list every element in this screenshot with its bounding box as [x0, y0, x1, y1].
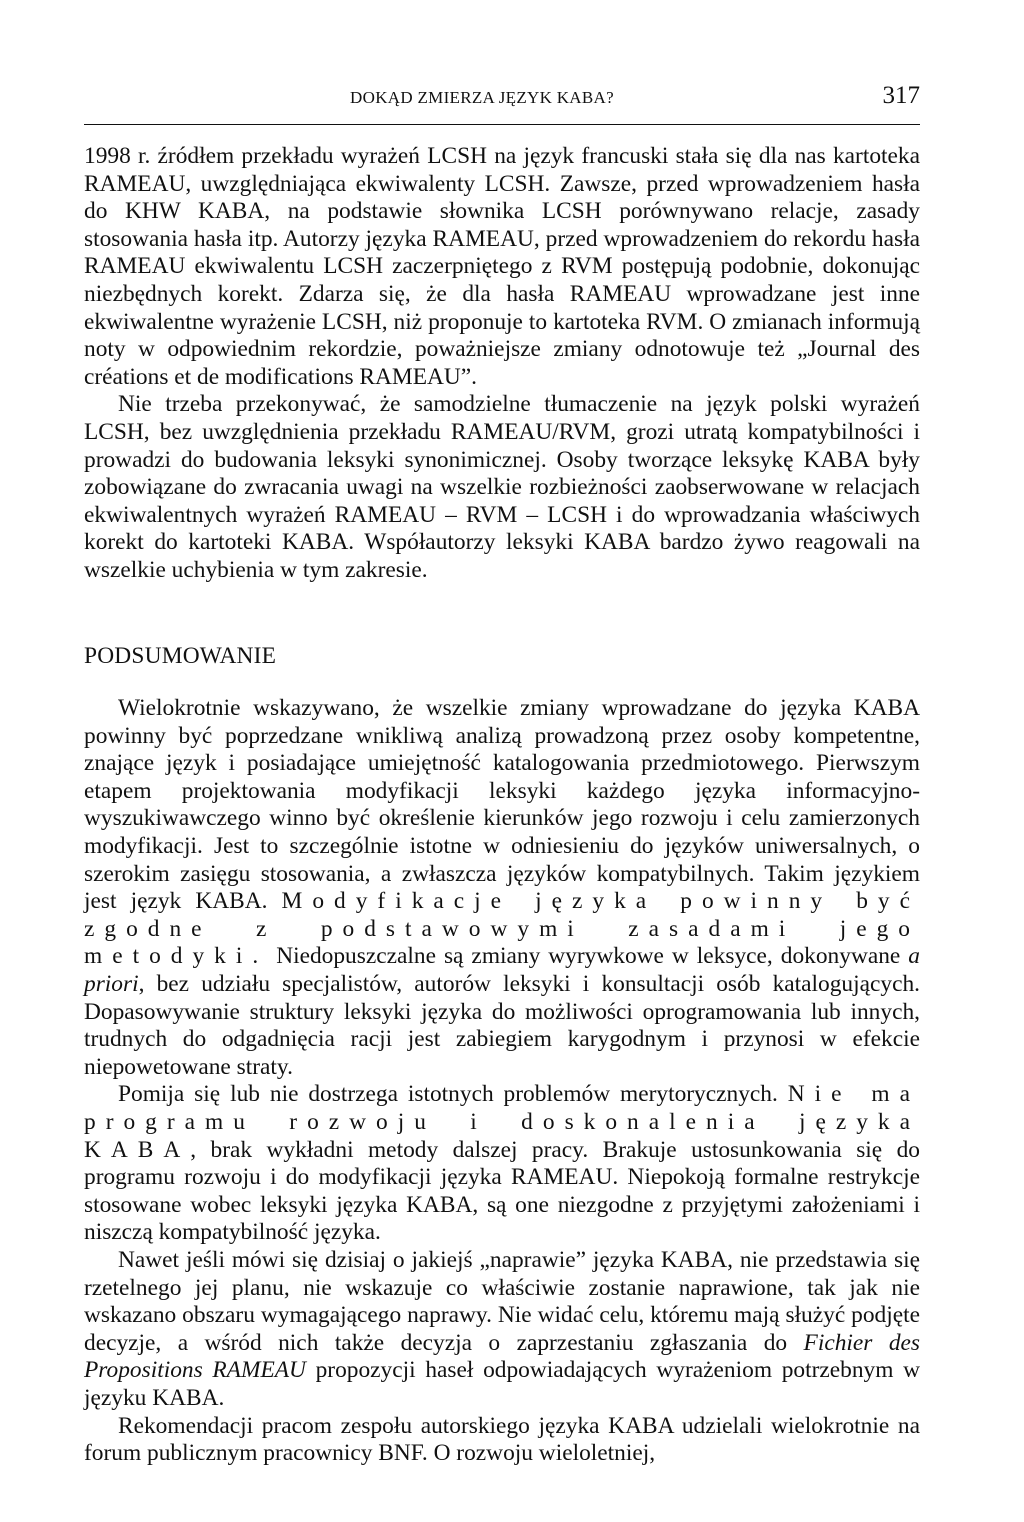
paragraph-4 [84, 1081, 920, 1247]
paragraph-4-spaced-emphasis: Nie ma programu rozwoju i doskonalenia języka KABA [84, 1081, 920, 1163]
page-number: 317 [882, 82, 920, 109]
paragraph-3-part-a: Wielokrotnie wskazywano, że wszelkie zmiany wprowadzane do języka KABA powinny być poprzedzane wnikliwą analizą prowadzoną przez osoby kompetentne, znające język i posiadające umiejętność katalogowania przedmiotowego. Pierwszym etapem projektowania modyfikacji leksyki każdego języka informacyjno-wyszukiwawczego winno być określenie kierunków jego rozwoju i celu zamierzonych modyfikacji. Jest to szczególnie istotne w odniesieniu do języków uniwersalnych, o szerokim zasięgu stosowania, a zwłaszcza języków kompatybilnych. Takim językiem jest język KABA. [84, 695, 920, 915]
paragraph-2: Nie trzeba przekonywać, że samodzielne tłumaczenie na język polski wyrażeń LCSH, bez uwzględnienia przekładu RAMEAU/RVM, grozi utratą kompatybilności i prowadzi do budowania leksyki synonimicznej. Osoby tworzące leksykę KABA były zobowiązane do zwracania uwagi na wszelkie rozbieżności zaobserwowane w relacjach ekwiwalentnych wyrażeń RAMEAU – RVM – LCSH i do wprowadzania właściwych korekt do kartoteki KABA. Współautorzy leksyki KABA bardzo żywo reagowali na wszelkie uchybienia w tym zakresie. [84, 391, 920, 583]
paragraph-1: 1998 r. źródłem przekładu wyrażeń LCSH na język francuski stała się dla nas kartoteka RAMEAU, uwzględniająca ekwiwalenty LCSH. Zawsze, przed wprowadzeniem hasła do KHW KABA, na podstawie słownika LCSH porównywano relacje, zasady stosowania hasła itp. Autorzy języka RAMEAU, przed wprowadzeniem do rekordu hasła RAMEAU ekwiwalentu LCSH zaczerpniętego z RVM postępują podobnie, dokonując niezbędnych korekt. Zdarza się, że dla hasła RAMEAU wprowadzane jest inne ekwiwalentne wyrażenie LCSH, niż proponuje to kartoteka RVM. O zmianach informują noty w odpowiednim rekordzie, poważniejsze zmiany odnotowuje też „Journal des créations et de modifications RAMEAU”. [84, 143, 920, 390]
paragraph-5-italic: Fichier des Propositions RAMEAU [84, 1329, 921, 1384]
document-page [84, 72, 920, 1468]
paragraph-5 [84, 1247, 920, 1413]
paragraph-3-part-c: , bez udziału specjalistów, autorów leksyki i konsultacji osób katalogujących. Dopasowywanie struktury leksyki języka do możliwości oprogramowania lub innych, trudnych do odgadnięcia racji jest zabiegiem karygodnym i przynosi w efekcie niepowetowane straty. [84, 971, 920, 1080]
paragraph-3-italic: a priori [84, 943, 920, 998]
running-head [84, 72, 920, 125]
paragraph-3 [84, 695, 920, 1081]
body-text [84, 143, 920, 1468]
paragraph-3-part-b: Niedopuszczalne są zmiany wyrywkowe w leksyce, dokonywane [268, 943, 909, 970]
paragraph-4-part-a: Pomija się lub nie dostrzega istotnych problemów merytorycznych. [118, 1081, 788, 1108]
paragraph-5-part-a: Nawet jeśli mówi się dzisiaj o jakiejś „naprawie” języka KABA, nie przedstawia się rzetelnego jej planu, nie wskazuje co właściwie zostanie naprawione, tak jak nie wskazano obszaru wymagającego naprawy. Nie widać celu, któremu mają służyć podjęte decyzje, a wśród nich także decyzja o zaprzestaniu zgłaszania do [84, 1246, 920, 1356]
running-title: DOKĄD ZMIERZA JĘZYK KABA? [350, 88, 614, 107]
paragraph-3-spaced-emphasis: Modyfikacje języka powinny być zgodne z podstawowymi zasadami jego metodyki. [84, 888, 920, 970]
paragraph-4-part-b: , brak wykładni metody dalszej pracy. Brakuje ustosunkowania się do programu rozwoju i do modyfikacji języka RAMEAU. Niepokoją formalne restrykcje stosowane wobec leksyki języka KABA, są one niezgodne z przyjętymi założeniami i niszczą kompatybilność języka. [84, 1136, 920, 1246]
paragraph-5-part-b: propozycji haseł odpowiadających wyrażeniom potrzebnym w języku KABA. [84, 1357, 921, 1411]
paragraph-6: Rekomendacji pracom zespołu autorskiego języka KABA udzielali wielokrotnie na forum publicznym pracownicy BNF. O rozwoju wieloletniej, [84, 1412, 920, 1467]
section-title: PODSUMOWANIE [84, 642, 277, 669]
